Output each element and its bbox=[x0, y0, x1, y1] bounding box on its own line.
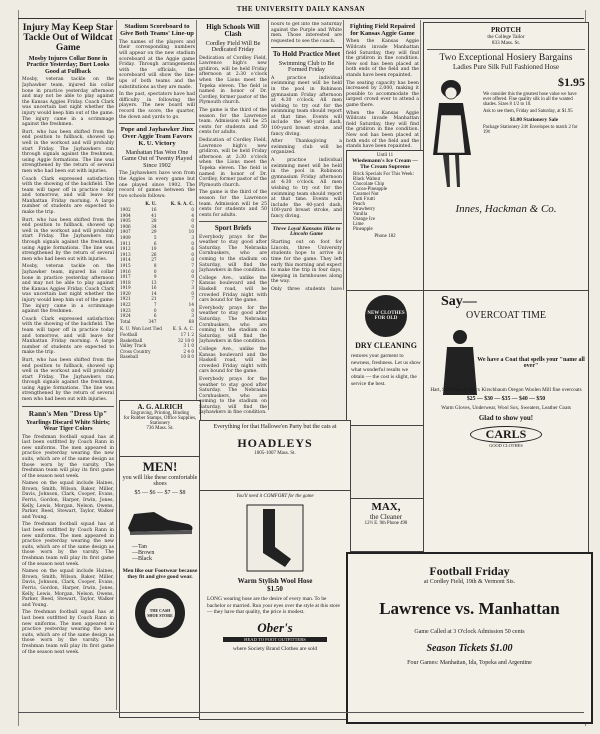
say-title: Say— bbox=[441, 294, 477, 309]
shoe-ad bbox=[119, 456, 201, 718]
table-cell: 13 bbox=[151, 279, 157, 285]
list-item: Vanilla bbox=[353, 212, 368, 217]
jinx-headline: Pope and Jayhawker Jinx Over Aggie Team Favors K. U. Victory bbox=[120, 126, 194, 147]
cash-shoe-label: THE CASH SHOE STORE bbox=[145, 598, 175, 628]
table-cell: 1917 bbox=[120, 274, 131, 280]
table-cell: 17 1 2 bbox=[180, 332, 194, 338]
article-paragraph: Coach Clark expressed satisfaction with the showing of the backfield. The team will taper off in practice today and tomorrow, and will leave for Manhattan Friday morning. A large number of students are expected to make the trip. bbox=[22, 176, 114, 216]
divider bbox=[271, 47, 342, 48]
alrich-address: 736 Mass. St. bbox=[146, 426, 174, 431]
article-paragraph: The freshman football squad has at last been outfitted by Coach Rann in new uniforms. The men appeared in practice yesterday wearing the new suits, which are of the same design as those worn by the varsity. The freshman team will play its first game of the season next week. bbox=[22, 522, 114, 567]
obers-top: You'll need it COMFORT for the game bbox=[236, 494, 314, 499]
obers-ad bbox=[199, 490, 351, 720]
table-cell: K. U. Won Lost Tied bbox=[120, 326, 162, 332]
article-paragraph: After Thanksgiving a swimming club will be organized. bbox=[271, 139, 342, 156]
table-cell: 0 bbox=[191, 307, 194, 313]
table-cell: 1924 bbox=[120, 313, 131, 319]
table-cell: 1914 bbox=[120, 257, 131, 263]
table-header-cell: K. S. A. C. bbox=[170, 201, 194, 207]
list-item: Strawberry bbox=[353, 207, 376, 212]
shoe-colors: —Tan —Brown —Black bbox=[132, 544, 155, 562]
highschool-headline: High Schools Will Clash bbox=[206, 23, 260, 39]
table-cell: 29 bbox=[151, 229, 157, 235]
column-rule bbox=[268, 20, 269, 410]
table-cell: 1907 bbox=[120, 229, 131, 235]
table-cell: Basketball bbox=[120, 337, 143, 343]
icecream-phone: Phone 182 bbox=[374, 234, 396, 239]
overcoat-close: Glad to show you! bbox=[478, 414, 534, 422]
table-cell: Baseball bbox=[120, 354, 139, 360]
table-cell: 1923 bbox=[120, 307, 131, 313]
alrich-line: Engraving, Printing, Binding bbox=[130, 411, 190, 416]
table-cell: 0 bbox=[191, 251, 194, 257]
table-cell: 6 bbox=[191, 246, 194, 252]
column-rule bbox=[343, 20, 344, 290]
article-paragraph: The game is the third of the season for the Lawrence team. Admission will be 25 cents for students and 50 cents for adults. bbox=[199, 190, 267, 218]
icecream-title: Wiedemann's Ice Cream — The Cream Supreme bbox=[352, 158, 418, 170]
list-item: Lime bbox=[353, 222, 364, 227]
dry-cleaning-title: DRY CLEANING bbox=[355, 341, 417, 350]
scoreboard-headline: Stadium Scoreboard to Give Both Teams' Line-up bbox=[120, 23, 194, 37]
table-cell: 26 bbox=[151, 251, 157, 257]
article-paragraph: Burt, who has been shifted from the end position to fullback, showed up well in the workout and will probably start Friday. The Jayhawkers ran through signals against the freshmen, using Aggie formations. The line was strengthened by the return of several men who had been out with injuries. bbox=[22, 217, 114, 262]
table-cell: 14 bbox=[188, 302, 194, 308]
article-paragraph: The freshman football squad has at last been outfitted by Coach Rann in new uniforms. The men appeared in practice yesterday wearing the new suits, which are of the same design as those worn by the varsity. The freshman team will play its first game of the season next week. bbox=[22, 434, 114, 479]
hoadleys-name: HOADLEYS bbox=[237, 436, 313, 450]
article-paragraph: Only three students have bbox=[271, 287, 342, 292]
article-paragraph: Burt, who has been shifted from the end position to fullback, showed up well in the workout and will probably start Friday. The Jayhawkers ran through signals against the freshmen, using Aggie formations. The line was strengthened by the return of several men who had been out with injuries. bbox=[22, 129, 114, 174]
column-5 bbox=[346, 22, 419, 152]
football-sub: at Cordley Field, 19th & Vermont Sts. bbox=[423, 579, 516, 585]
table-cell: 5 bbox=[153, 234, 157, 240]
injury-subhead: Mosby Injures Collar Bone in Practice Yesterday; Burt Looks Good at Fullback bbox=[26, 54, 110, 75]
stationery-price: $1.00 Stationery Sale bbox=[509, 117, 559, 123]
table-cell: 9 bbox=[153, 274, 157, 280]
overcoat-prices: $25 — $30 — $35 — $40 — $50 bbox=[466, 396, 546, 402]
divider bbox=[22, 406, 114, 407]
carls-sub: GOOD CLOTHES bbox=[489, 443, 523, 448]
new-clothes-logo bbox=[365, 295, 407, 337]
hosiery-body: We consider this the greatest hose value we have ever offered. Fine quality silk in all the wanted shades. Sizes 8 1/2 to 10. bbox=[483, 92, 577, 107]
rann-subhead: Yearlings Discard White Shirts; Wear Tiger Colors bbox=[26, 418, 110, 433]
column-1 bbox=[22, 22, 114, 710]
protch-sub: the College Tailor bbox=[487, 34, 525, 40]
table-cell: 7 bbox=[191, 296, 194, 302]
hosiery-line2: Ask to see them, Friday and Saturday, at $1.95 bbox=[483, 109, 573, 114]
football-title: Football Friday bbox=[429, 564, 510, 578]
article-paragraph: When the Kansas Aggie Wildcats invade Manhattan field Saturday, they will find the gridiron in fine condition. New sod has been placed at both ends of the field and the stands have been repainted. bbox=[346, 110, 419, 150]
sport-summary-table bbox=[119, 326, 195, 360]
table-cell: 68 bbox=[188, 318, 194, 324]
list-item: Cocoa-Pineapple bbox=[353, 187, 388, 192]
table-cell: 1920 bbox=[120, 290, 131, 296]
table-cell: 1922 bbox=[120, 302, 131, 308]
list-item: Chocolate Chip bbox=[353, 182, 385, 187]
hike-headline: Three Loyal Kansans Hike to Lincoln Game bbox=[272, 225, 341, 238]
table-cell: 1916 bbox=[120, 268, 131, 274]
article-paragraph: Coach Clark expressed satisfaction with the showing of the backfield. The team will taper off in practice today and tomorrow, and will leave for Manhattan Friday morning. A large number of students are expected to make the trip. bbox=[22, 316, 114, 356]
list-item: Tutti Frutti bbox=[353, 197, 375, 202]
table-cell: 16 bbox=[151, 206, 157, 212]
table-cell: 34 bbox=[151, 223, 157, 229]
table-cell: 3 bbox=[191, 285, 194, 291]
table-cell: 1912 bbox=[120, 246, 131, 252]
shoe-title: MEN! bbox=[142, 459, 178, 474]
list-item: Caramel Nut bbox=[353, 192, 379, 197]
hosiery-line: Ladies Pure Silk Full Fashioned Hose bbox=[453, 63, 559, 71]
alrich-name: A. G. ALRICH bbox=[137, 403, 183, 411]
alrich-line: for Rubber Stamps, Office Supplies, Stationery bbox=[123, 416, 197, 426]
stationery-note: Package Stationery 24¢ Envelopes to match 2 for 19¢ bbox=[483, 125, 578, 135]
dry-cleaning-body: restores your garment to newness, freshness. Let us show what wonderful results we obtain — the cost is slight, the service the best. bbox=[351, 353, 421, 387]
max-address: 12½ E. 9th Phone 498 bbox=[364, 521, 408, 526]
table-cell: 0 bbox=[191, 218, 194, 224]
protch-name: PROTCH bbox=[491, 26, 521, 34]
article-paragraph: Mosby, veteran tackle on the Jayhawker team, injured his collar bone in practice yesterday afternoon and may not be able to play against the Kansas Aggies Friday. Coach Clark was uncertain last night whether the injury would keep him out of the game. The injury came in a scrimmage against the freshmen. bbox=[22, 77, 114, 128]
masthead bbox=[18, 0, 584, 19]
article-paragraph: The freshman football squad has at last been outfitted by Coach Rann in new uniforms. The men appeared in practice yesterday wearing the new suits, which are of the same design as those worn by the varsity. The freshman team will play its first game of the season next week. bbox=[22, 610, 114, 655]
article-paragraph: The Jayhawkers have won from the Aggies in every game but one played since 1902. The record of games between the two schools follows: bbox=[119, 171, 195, 199]
column-2 bbox=[119, 22, 195, 417]
table-cell: 28 bbox=[151, 218, 157, 224]
wool-hose-price: $1.50 bbox=[267, 585, 283, 593]
article-paragraph: College Ave., unlike the Kansas boulevard and the Haskell road, will be crowded Friday night with cars bound for the game. bbox=[199, 275, 267, 304]
table-cell: 27 bbox=[151, 257, 157, 263]
woman-illustration-icon bbox=[427, 75, 479, 195]
max-title: MAX, bbox=[371, 501, 401, 513]
bottom-rule bbox=[18, 712, 584, 727]
table-cell: 1913 bbox=[120, 251, 131, 257]
article-paragraph: Burt, who has been shifted from the end position to fullback, showed up well in the workout and will probably start Friday. The Jayhawkers ran through signals against the freshmen, using Aggie formations. The line was strengthened by the return of several men who had been out with injuries. bbox=[22, 357, 114, 403]
table-cell: 1909 bbox=[120, 234, 131, 240]
table-cell: 2 4 0 bbox=[183, 348, 194, 354]
shoe-illustration-icon bbox=[124, 502, 196, 538]
dry-cleaning-ad bbox=[346, 290, 426, 426]
rann-headline: Rann's Men "Dress Up" bbox=[28, 408, 108, 418]
table-cell: 3 bbox=[191, 313, 194, 319]
overcoat-body: We have a Coat that spells your "name all over" bbox=[477, 357, 585, 369]
shoe-prices: $5 — $6 — $7 — $8 bbox=[134, 490, 186, 496]
article-paragraph: A practice individual swimming meet will be held in the pool in Robinson gymnasium Friday afternoon at 4:30 o'clock. All men wishing to try out for the swimming team should report at that time. Events will include the 40-yard dash, 100-yard breast stroke, and fancy diving. bbox=[271, 75, 342, 137]
icecream-flavor-list bbox=[349, 172, 421, 232]
table-cell: 0 bbox=[191, 240, 194, 246]
table-cell: 0 bbox=[191, 206, 194, 212]
table-cell: 6 bbox=[153, 240, 157, 246]
wool-hose-body: LONG wearing hose are the desire of every man. To be bachelor or married. Run your eyes over the style at this store — they have that quality, the price is modest. bbox=[207, 596, 340, 616]
table-cell: 10 bbox=[188, 229, 194, 235]
table-cell: 1911 bbox=[120, 240, 131, 246]
column-3 bbox=[199, 22, 267, 417]
hoadleys-ad bbox=[199, 420, 351, 494]
article-paragraph: Mosby, veteran tackle on the Jayhawker team, injured his collar bone in practice yesterday afternoon and may not be able to play against the Kansas Aggies Friday. Coach Clark was uncertain last night whether the injury would keep him out of the game. The injury came in a scrimmage against the freshmen. bbox=[22, 264, 114, 315]
article-paragraph: Dedication of Cordley Field, Lawrence high's new gridiron, will be held Friday afternoon at 2:30 o'clock when the Lions meet the Topeka eleven. The field is named in honor of Dr. Cordley, former pastor of the Plymouth church. bbox=[199, 138, 267, 188]
table-cell: K. S. A. C. bbox=[172, 326, 194, 332]
divider bbox=[427, 49, 585, 50]
divider bbox=[199, 221, 267, 222]
injury-headline: Injury May Keep Star Tackle Out of Wildcat Game bbox=[22, 23, 114, 53]
hosiery-ad bbox=[423, 22, 589, 294]
article-paragraph: When the Kansas Aggie Wildcats invade Manhattan field Saturday, they will find the gridiron in fine condition. New sod has been placed at both ends of the field and the stands have been repainted. bbox=[346, 39, 419, 78]
alrich-ad bbox=[119, 400, 201, 460]
shoe-tagline: Men like our Footwear because they fit and give good wear. bbox=[122, 568, 198, 580]
overcoat-ad bbox=[423, 290, 589, 556]
list-item: Peach bbox=[353, 202, 365, 207]
table-cell: 32 18 0 bbox=[178, 337, 194, 343]
football-time: Game Called at 3 O'clock Admission 50 cents bbox=[414, 629, 525, 635]
football-main: Lawrence vs. Manhattan bbox=[379, 599, 560, 618]
table-cell: 0 bbox=[153, 268, 157, 274]
column-rule bbox=[196, 20, 197, 410]
divider bbox=[119, 123, 195, 124]
football-season: Season Tickets $1.00 bbox=[426, 643, 513, 654]
football-games: Four Games: Manhattan, Ida, Topeka and Argentine bbox=[407, 660, 532, 666]
table-cell: 1918 bbox=[120, 279, 131, 285]
practice-meet-subhead: Swimming Club to Be Formed Friday bbox=[278, 59, 335, 74]
article-paragraph: Everybody prays for the weather to stay good after Saturday. The Nebraska Cornhuskers, who are coming to the stadium on Saturday, will find the Jayhawkers in fine condition. bbox=[199, 305, 267, 345]
new-clothes-label: NEW CLOTHES FOR OLD bbox=[367, 311, 405, 321]
table-cell: 14 bbox=[151, 290, 157, 296]
table-cell: 3 1 0 bbox=[183, 343, 194, 349]
table-cell: 1915 bbox=[120, 262, 131, 268]
table-cell: 6 bbox=[153, 313, 157, 319]
series-record-table bbox=[119, 201, 195, 324]
article-paragraph: The game is the third of the season for the Lawrence team. Admission will be 25 cents for students and 50 cents for adults. bbox=[199, 108, 267, 136]
table-cell: 7 bbox=[153, 302, 157, 308]
practice-meet-headline: To Hold Practice Meet bbox=[272, 50, 341, 59]
cash-shoe-logo bbox=[135, 588, 185, 638]
list-item: Black Walnut bbox=[353, 177, 381, 182]
table-cell: 19 bbox=[151, 246, 157, 252]
article-paragraph: College Ave., unlike the Kansas boulevard and the Haskell road, will be crowded Friday night with cars bound for the game. bbox=[199, 346, 267, 375]
table-header-cell: K. U. bbox=[145, 201, 157, 207]
table-cell: 1902 bbox=[120, 206, 131, 212]
max-ad bbox=[346, 498, 426, 552]
wool-hose-title: Warm Stylish Wool Hose bbox=[237, 577, 313, 585]
divider bbox=[271, 223, 342, 224]
table-cell: 0 bbox=[191, 257, 194, 263]
article-paragraph: Names on the squad include Haines, Brown, Smith, Wilson, Baker, Miller, Davis, Johnson, Clark, Cooper, Evans, Ferris, Gordon, Harper, Irwin, Jones, Kelly, Lewis, Morgan, Nelson, Owens, Parker, Reed, Stewart, Taylor, Walker and Young. bbox=[22, 481, 114, 520]
max-sub: the Cleaner bbox=[369, 513, 403, 521]
table-cell: 4 bbox=[191, 212, 194, 218]
table-cell: Cross Country bbox=[120, 348, 151, 354]
table-cell: 0 bbox=[191, 290, 194, 296]
wool-hose-icon bbox=[245, 503, 305, 573]
table-cell: Total bbox=[120, 318, 131, 324]
table-cell: 7 bbox=[191, 279, 194, 285]
list-item: Pineapple bbox=[353, 227, 373, 232]
table-cell: 21 bbox=[151, 296, 157, 302]
table-cell: 7 bbox=[191, 262, 194, 268]
overcoat-title: OVERCOAT TIME bbox=[466, 310, 546, 321]
table-cell: 10 8 0 bbox=[180, 354, 194, 360]
table-cell: Valley Track bbox=[120, 343, 147, 349]
list-item: Orange Ice bbox=[353, 217, 376, 222]
table-row bbox=[119, 319, 195, 325]
sport-briefs-headline: Sport Briefs bbox=[214, 224, 252, 233]
column-rule bbox=[116, 20, 117, 710]
article-paragraph: Everybody prays for the weather to stay good after Saturday. The Nebraska Cornhuskers, who are coming to the stadium on Saturday, will find the Jayhawkers in fine condition. bbox=[199, 376, 267, 416]
article-paragraph: Starting out on foot for Lincoln, three University students hope to arrive in time for the game. They left early this morning and expect to make the trip in four days, sleeping in farmhouses along the way. bbox=[271, 240, 342, 285]
carls-logo: CARLS bbox=[470, 426, 542, 443]
overcoat-brands: Hart, Schaffner & Marx Kirschbaum Oregon Woolen Mill fine overcoats bbox=[430, 387, 582, 393]
article-paragraph: In the past, spectators have had difficulty in following the players. The new board will record the score, the quarter, the down and yards to go. bbox=[119, 92, 195, 120]
highschool-subhead: Cordley Field Will Be Dedicated Friday bbox=[205, 39, 261, 54]
field-headline: Fighting Field Repaired for Kansas Aggie Game bbox=[349, 23, 416, 37]
table-cell: 1921 bbox=[120, 296, 131, 302]
table-cell: 0 bbox=[191, 268, 194, 274]
hosiery-title: Two Exceptional Hosiery Bargains bbox=[439, 53, 573, 63]
table-row bbox=[119, 354, 195, 360]
shoe-line: you will like these comfortable shoes bbox=[122, 475, 198, 487]
article-paragraph: A practice individual swimming meet will be held in the pool in Robinson gymnasium Friday afternoon at 4:30 o'clock. All men wishing to try out for the swimming team should report at that time. Events will include the 40-yard dash, 100-yard breast stroke, and fancy diving. bbox=[271, 158, 342, 219]
icecream-ad bbox=[346, 150, 424, 292]
table-cell: 1905 bbox=[120, 218, 131, 224]
obers-logo: Ober's bbox=[257, 619, 293, 635]
table-cell: 3 bbox=[191, 234, 194, 240]
table-cell: 16 bbox=[151, 285, 157, 291]
table-cell: 0 bbox=[191, 223, 194, 229]
article-paragraph: Dedication of Cordley Field, Lawrence high's new gridiron, will be held Friday afternoon at 2:30 o'clock when the Lions meet the Topeka eleven. The field is named in honor of Dr. Cordley, former pastor of the Plymouth church. bbox=[199, 55, 267, 106]
article-paragraph: The names of the players and their corresponding numbers will appear on the new stadium scoreboard at the Aggie game Friday. Through arrangements with the officials, the scoreboard will show the line-ups of both teams and the substitutions as they are made. bbox=[119, 39, 195, 90]
store-signature: Innes, Hackman & Co. bbox=[455, 203, 557, 215]
protch-address: 833 Mass. St. bbox=[491, 40, 521, 46]
table-cell: Football bbox=[120, 332, 138, 338]
table-cell: 41 bbox=[151, 212, 157, 218]
article-paragraph: hours to get into the Saturday against the Purple and White men. Those interested are requested to see the coach. bbox=[271, 22, 342, 44]
football-ad bbox=[346, 552, 593, 724]
table-cell: 1919 bbox=[120, 285, 131, 291]
article-paragraph: The seating capacity has been increased by 2,000, making it possible to accommodate the largest crowd ever to attend a game there. bbox=[346, 80, 419, 108]
column-4 bbox=[271, 22, 342, 292]
article-paragraph: Names on the squad include Haines, Brown, Smith, Wilson, Baker, Miller, Davis, Johnson, Clark, Cooper, Evans, Ferris, Gordon, Harper, Irwin, Jones, Kelly, Lewis, Morgan, Nelson, Owens, Parker, Reed, Stewart, Taylor, Walker and Young. bbox=[22, 569, 114, 608]
article-paragraph: Everybody prays for the weather to stay good after Saturday. The Nebraska Cornhuskers, who are coming to the stadium on Saturday, will find the Jayhawkers in fine condition. bbox=[199, 234, 267, 274]
table-cell: 1904 bbox=[120, 212, 131, 218]
obers-sub: HEAD TO FOOT OUTFITTERS bbox=[223, 637, 327, 642]
masthead-title: THE UNIVERSITY DAILY KANSAN bbox=[236, 5, 366, 13]
halloween-line: Everything for that Hallowe'en Party but the cats at bbox=[213, 424, 337, 430]
overcoat-line2: Warm Gloves, Underwear, Wool Sox, Sweaters, Leather Coats bbox=[441, 405, 571, 411]
table-cell: 0 bbox=[191, 274, 194, 280]
table-cell: 1906 bbox=[120, 223, 131, 229]
hoadleys-address: 1005-1007 Mass. St. bbox=[254, 451, 296, 456]
obers-tagline: where Society Brand Clothes are sold bbox=[232, 645, 318, 652]
table-cell: 8 bbox=[153, 262, 157, 268]
list-item: Brick Specials For This Week: bbox=[353, 172, 415, 177]
jinx-subhead: Manhattan Has Won One Game Out of Twenty Played Since 1902 bbox=[121, 148, 193, 169]
table-cell: 0 bbox=[153, 307, 157, 313]
table-cell: 347 bbox=[148, 318, 157, 324]
hosiery-price: $1.95 bbox=[558, 75, 585, 89]
icecream-hours: Until 11 bbox=[376, 153, 394, 158]
